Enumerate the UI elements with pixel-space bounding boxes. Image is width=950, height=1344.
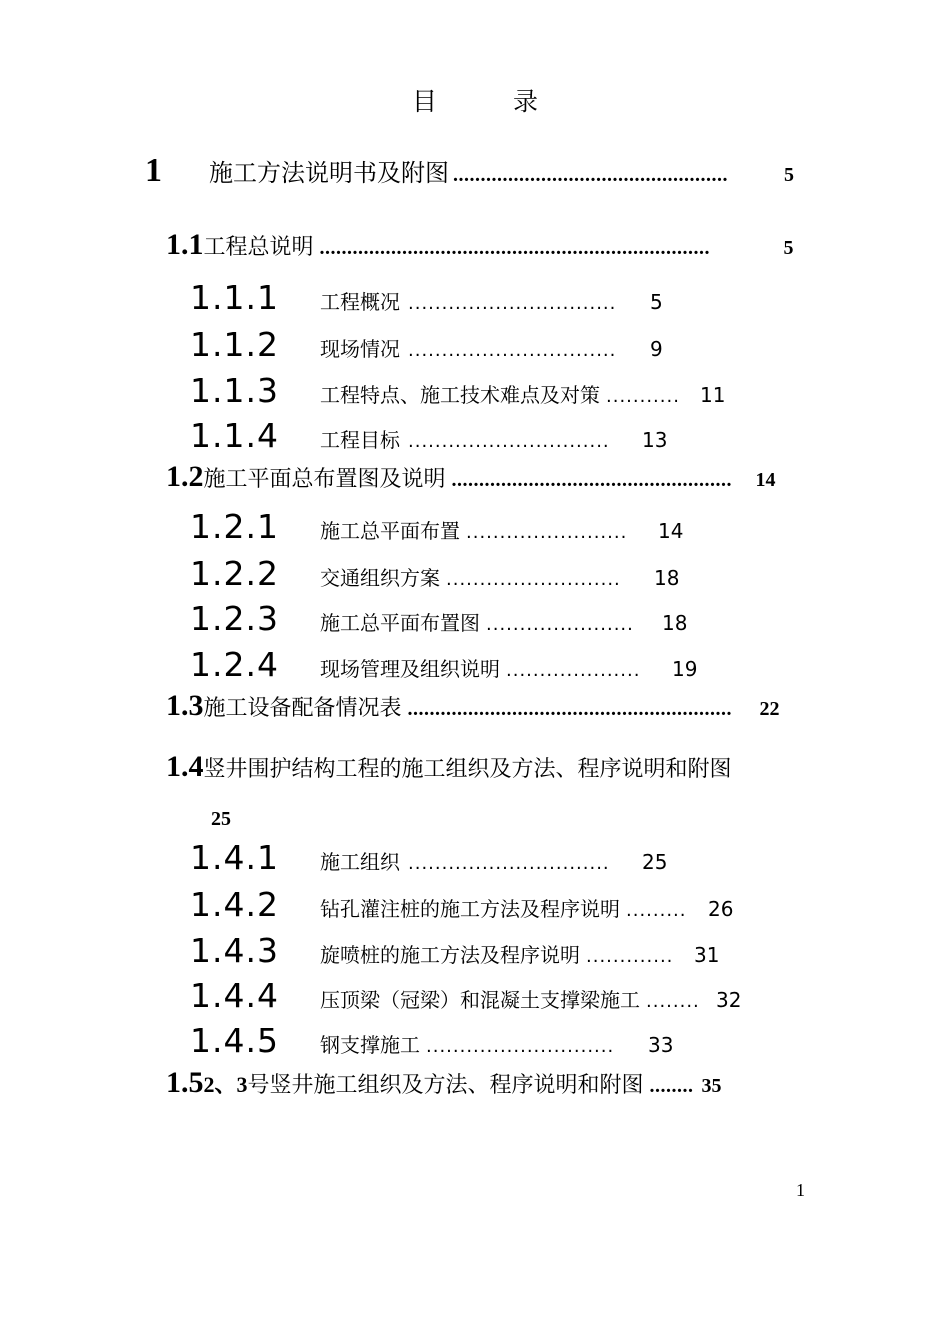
- toc-entry-1-4-4[interactable]: [190, 976, 741, 1015]
- toc-entry-number: 1.1.2: [190, 325, 279, 364]
- toc-entry-page: 25: [211, 808, 231, 830]
- toc-entry-number: 1.2.1: [190, 507, 279, 546]
- toc-heading: 目 录: [412, 87, 572, 116]
- toc-entry-title-lead: 2、3: [203, 1072, 248, 1097]
- toc-entry-1-4-5[interactable]: [190, 1021, 673, 1060]
- toc-entry-title: 交通组织方案: [320, 566, 440, 590]
- toc-entry-page: 11: [700, 383, 726, 407]
- toc-leader-dots: ..........................: [446, 569, 621, 590]
- toc-entry-1-4-3[interactable]: [190, 931, 719, 970]
- toc-entry-1-2-3[interactable]: [190, 599, 687, 638]
- toc-entry-number: 1.2.3: [190, 599, 279, 638]
- toc-entry-title: 施工组织: [320, 850, 400, 874]
- toc-entry-1-1-3[interactable]: [190, 371, 725, 410]
- toc-entry-title: 施工平面总布置图及说明: [203, 467, 446, 492]
- toc-entry-1[interactable]: [145, 152, 794, 190]
- toc-entry-1-1[interactable]: [166, 228, 794, 262]
- toc-entry-1-4[interactable]: [166, 750, 732, 784]
- toc-entry-page: 18: [662, 611, 688, 635]
- toc-entry-number: 1.4.3: [190, 931, 279, 970]
- toc-entry-page: 18: [654, 566, 680, 590]
- toc-leader-dots: ...................................................: [451, 469, 733, 491]
- toc-entry-page: 5: [650, 290, 663, 314]
- toc-entry-1-5[interactable]: [166, 1066, 722, 1100]
- toc-entry-1-4-1[interactable]: [190, 838, 667, 877]
- toc-leader-dots: ...............................: [408, 340, 617, 361]
- toc-entry-1-4-2[interactable]: [190, 885, 733, 924]
- toc-entry-1-1-2[interactable]: [190, 325, 663, 364]
- toc-entry-title: 号竖井施工组织及方法、程序说明和附图: [247, 1073, 644, 1098]
- toc-entry-page: 9: [650, 337, 663, 361]
- toc-entry-1-2-1[interactable]: [190, 507, 683, 546]
- toc-leader-dots: ........: [649, 1075, 694, 1097]
- toc-entry-title: 工程目标: [320, 428, 400, 452]
- toc-entry-title: 压顶梁（冠梁）和混凝土支撑梁施工: [320, 988, 640, 1012]
- toc-leader-dots: .............: [586, 946, 674, 967]
- toc-leader-dots: ..............................: [408, 853, 610, 874]
- page-number: 1: [796, 1180, 805, 1200]
- toc-entry-page: 32: [716, 988, 742, 1012]
- toc-entry-number: 1.4.1: [190, 838, 279, 877]
- toc-entry-number: 1.1: [166, 228, 204, 261]
- toc-entry-title: 工程特点、施工技术难点及对策: [320, 383, 600, 407]
- toc-leader-dots: ...........: [606, 386, 680, 407]
- toc-entry-number: 1.4.4: [190, 976, 279, 1015]
- toc-leader-dots: ..............................: [408, 431, 610, 452]
- toc-entry-title: 现场管理及组织说明: [320, 657, 500, 681]
- toc-entry-page: 5: [783, 237, 794, 259]
- toc-leader-dots: ...............................: [408, 293, 617, 314]
- toc-leader-dots: ............................: [426, 1036, 615, 1057]
- toc-leader-dots: .........: [626, 900, 687, 921]
- toc-leader-dots: ..................................................: [453, 164, 728, 186]
- toc-entry-number: 1.1.4: [190, 416, 279, 455]
- toc-entry-title: 工程总说明: [203, 235, 314, 260]
- toc-entry-page: 35: [701, 1075, 722, 1097]
- toc-entry-number: 1.2.2: [190, 554, 279, 593]
- toc-leader-dots: ......................: [486, 614, 634, 635]
- toc-entry-1-3[interactable]: [166, 689, 780, 723]
- toc-entry-page: 25: [642, 850, 668, 874]
- toc-entry-number: 1.1.3: [190, 371, 279, 410]
- toc-leader-dots: ....................: [506, 660, 641, 681]
- toc-entry-title: 施工总平面布置图: [320, 611, 480, 635]
- toc-entry-page: 33: [648, 1033, 674, 1057]
- toc-entry-number: 1.4.5: [190, 1021, 279, 1060]
- toc-entry-number: 1: [145, 152, 162, 189]
- toc-entry-title: 施工方法说明书及附图: [209, 159, 449, 187]
- toc-entry-1-2-2[interactable]: [190, 554, 679, 593]
- toc-leader-dots: ........: [646, 991, 700, 1012]
- toc-entry-page: 13: [642, 428, 668, 452]
- toc-entry-number: 1.4.2: [190, 885, 279, 924]
- toc-entry-title: 施工总平面布置: [320, 519, 460, 543]
- toc-leader-dots: ...........................................................: [407, 698, 733, 720]
- toc-entry-1-2-4[interactable]: [190, 645, 697, 684]
- toc-entry-title: 钢支撑施工: [320, 1033, 420, 1057]
- toc-entry-1-4-page-line: [211, 808, 231, 831]
- toc-entry-number: 1.5: [166, 1066, 204, 1099]
- toc-entry-title: 工程概况: [320, 290, 400, 314]
- toc-entry-page: 14: [658, 519, 684, 543]
- toc-entry-number: 1.1.1: [190, 278, 279, 317]
- toc-leader-dots: ........................: [466, 522, 628, 543]
- toc-leader-dots: .......................................................................: [319, 237, 711, 259]
- toc-entry-page: 31: [694, 943, 720, 967]
- toc-entry-number: 1.2.4: [190, 645, 279, 684]
- toc-entry-number: 1.4: [166, 750, 204, 783]
- toc-entry-title: 钻孔灌注桩的施工方法及程序说明: [320, 897, 620, 921]
- toc-entry-number: 1.2: [166, 460, 204, 493]
- toc-entry-title: 竖井围护结构工程的施工组织及方法、程序说明和附图: [203, 757, 732, 782]
- toc-entry-1-1-1[interactable]: [190, 278, 663, 317]
- toc-entry-title: 旋喷桩的施工方法及程序说明: [320, 943, 580, 967]
- toc-entry-title: 施工设备配备情况表: [203, 696, 402, 721]
- toc-entry-title: 现场情况: [320, 337, 400, 361]
- toc-entry-page: 5: [784, 164, 794, 186]
- toc-entry-1-2[interactable]: [166, 460, 776, 494]
- toc-entry-1-1-4[interactable]: [190, 416, 667, 455]
- toc-entry-page: 14: [755, 469, 776, 491]
- toc-entry-page: 19: [672, 657, 698, 681]
- toc-entry-number: 1.3: [166, 689, 204, 722]
- toc-entry-page: 26: [708, 897, 734, 921]
- toc-entry-page: 22: [759, 698, 780, 720]
